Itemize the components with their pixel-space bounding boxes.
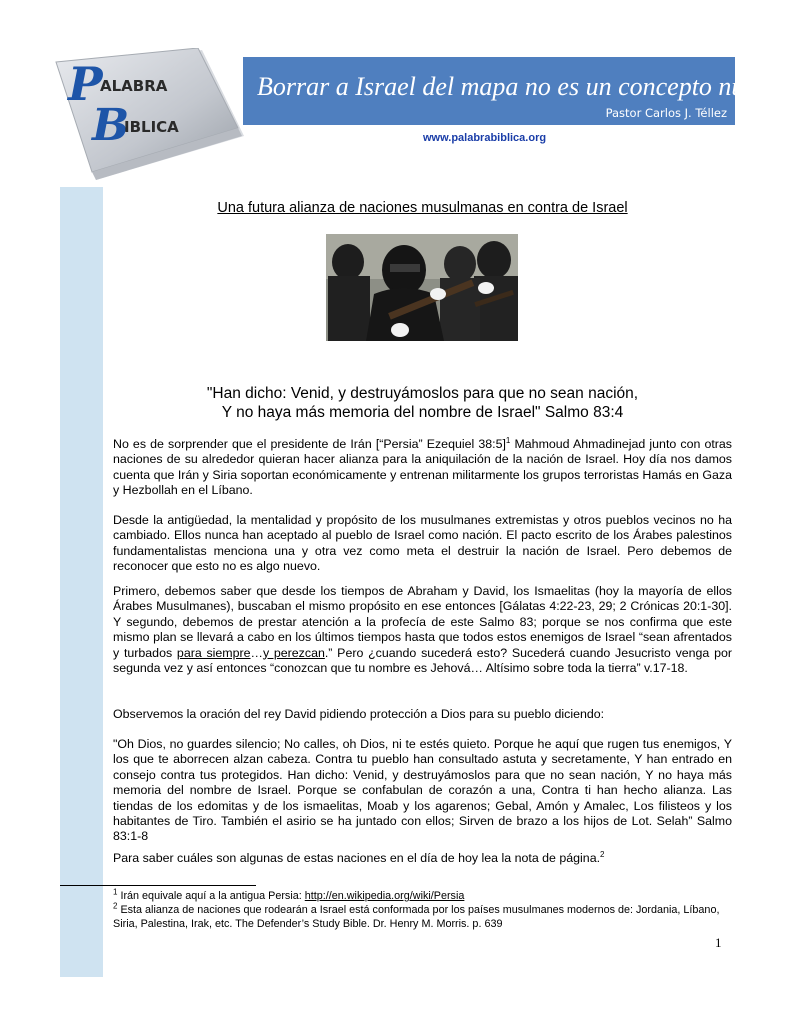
paragraph-1: No es de sorprender que el presidente de Irán [“Persia” Ezequiel 38:5]$^1$ Mahmoud Ahmadinejad junto con otras naciones de su alrededor quieran hacer alianza para la aniquilación de la nación de Israel. Hoy día nos damos cuenta que Irán y Siria soportan económicamente y entrenan militarmente los grupos terroristas Hamás en Gaza y Hezbollah en el Líbano. bbox=[113, 435, 732, 498]
palabra-biblica-logo bbox=[52, 48, 248, 184]
article-heading: Una futura alianza de naciones musulmanas en contra de Israel bbox=[217, 200, 628, 216]
militants-photo bbox=[326, 234, 518, 341]
document-title: Borrar a Israel del mapa no es un concepto nuevo bbox=[257, 72, 781, 101]
title-banner bbox=[243, 57, 781, 125]
footnote-ref-1[interactable]: 1 bbox=[505, 435, 511, 445]
website-link[interactable]: www.palabrabiblica.org bbox=[423, 132, 547, 144]
footnote-ref-2[interactable]: 2 bbox=[600, 849, 605, 859]
svg-text:B: B bbox=[92, 100, 130, 151]
quote-line-2: Y no haya más memoria del nombre de Israel" Salmo 83:4 bbox=[221, 404, 624, 421]
paragraph-4: Observemos la oración del rey David pidiendo protección a Dios para su pueblo diciendo: bbox=[113, 707, 605, 721]
paragraph-5-psalm-quote: "Oh Dios, no guardes silencio; No calles, oh Dios, ni te estés quieto. Porque he aquí que rugen tus enemigos, Y los que te aborrecen alzan cabeza. Contra tu pueblo han consultado astuta y secretamente, Y han entrado en consejo contra tus protegidos. Han dicho: Venid, y destruyámoslos para que no sean nación, Y no haya más memoria del nombre de Israel. Porque se confabulan de corazón a una, Contra ti han hecho alianza. Las tiendas de los edomitas y de los ismaelitas, Moab y los agarenos; Gebal, Amón y Amalec, Los filisteos y los habitantes de Tiro. También el asirio se ha juntado con ellos; Sirven de brazo a los hijos de Lot. Selah” Salmo 83:1-8 bbox=[113, 737, 732, 844]
svg-text:IBLICA: IBLICA bbox=[124, 118, 179, 136]
author-name: Pastor Carlos J. Téllez bbox=[605, 106, 727, 120]
paragraph-6: Para saber cuáles son algunas de estas naciones en el día de hoy lea la nota de página.$^2$ bbox=[113, 849, 605, 865]
quote-line-1: "Han dicho: Venid, y destruyámoslos para que no sean nación, bbox=[206, 385, 639, 402]
footnote-1: $^1$ Irán equivale aquí a la antigua Persia: http://en.wikipedia.org/wiki/Persia bbox=[113, 887, 465, 902]
svg-text:ALABRA: ALABRA bbox=[100, 77, 168, 95]
paragraph-3: Primero, debemos saber que desde los tiempos de Abraham y David, los Ismaelitas (hoy la mayoría de ellos Árabes Musulmanes), buscaban el mismo propósito en ese entonces [Gálatas 4:22-23, 29; 2 Crónicas 20:1-30]. Y segundo, debemos de prestar atención a la profecía de este Salmo 83; porque se nos confirma que este mismo plan se llevará a cabo en los últimos tiempos hasta que todos estos enemigos de Israel “sean afrentados y turbados para siempre…y perezcan.” Pero ¿cuando sucederá esto? Sucederá cuando Jesucristo venga por segunda vez y así entonces “conozcan que tu nombre es Jehová… Altísimo sobre toda la tierra” v.17-18. bbox=[113, 584, 732, 676]
footnote-separator bbox=[60, 885, 256, 886]
footnote-2: $^2$ Esta alianza de naciones que rodearán a Israel está conformada por los países musulmanes modernos de: Jordania, Líbano, Siria, Palestina, Irak, etc. The Defender’s Study Bible. Dr. Henry M. Morris. p. 639 bbox=[113, 901, 720, 930]
scripture-quote bbox=[120, 384, 725, 422]
page-number: 1 bbox=[715, 935, 722, 950]
svg-text:P: P bbox=[68, 57, 103, 111]
paragraph-2: Desde la antigüedad, la mentalidad y propósito de los musulmanes extremistas y otros pueblos vecinos no ha cambiado. Ellos nunca han aceptado al pueblo de Israel como nación. El pacto escrito de los Árabes palestinos fundamentalistas menciona una y otra vez como meta el destruir la nación de Israel. Pero debemos de reconocer que esto no es algo nuevo. bbox=[113, 513, 732, 574]
wikipedia-link[interactable]: http://en.wikipedia.org/wiki/Persia bbox=[304, 890, 465, 902]
sidebar-stripe bbox=[60, 187, 103, 977]
